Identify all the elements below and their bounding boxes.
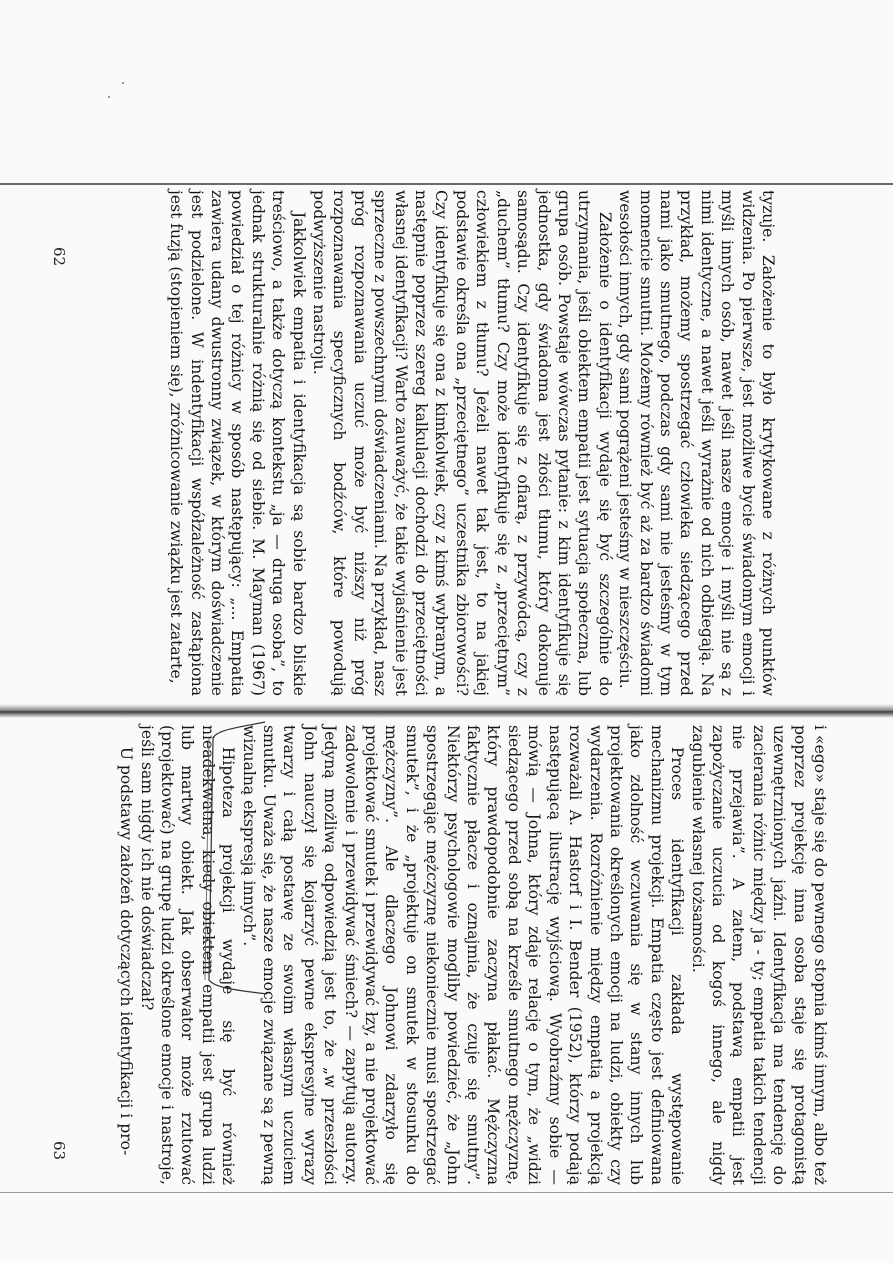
book-gutter-fold [0, 704, 893, 718]
page-63-paragraph-2: Proces identyfikacji zakłada występowanie mechanizmu projekcji. Empatia często jest definiowana jako zdolność wczuwania się w stany innych lub projektowania określonych emocji na ludzi, obiekty czy wydarzenia. Rozróżnienie między empatią a projekcją rozważali A. Hastorf i I. Bender (1952), którzy podają następującą ilustrację wyjściową. Wyobraźmy sobie — mówią — Johna, który zdaje relację o tym, że „widzi siedzącego przed sobą na krześle smutnego mężczyznę, który prawdopodobnie zaczyna płakać. Mężczyzna faktycznie płacze i oznajmia, że czuje się smutny”. Niektórzy psychologowie mogliby powiedzieć, że „John spostrzegając mężczyznę niekoniecznie musi spostrzegać smutek”, i że „projektuje on smutek w stosunku do mężczyzny”. Ale dlaczego Johnowi zdarzyło się projektować smutek i przewidywać łzy, a nie projektować zadowolenie i przewidywać śmiech? — zapytują autorzy. Jedyną możliwą odpowiedzią jest to, że „w przeszłości John nauczył się kojarzyć pewne ekspresyjne wyrazy twarzy i całą postawę ze swoim własnym uczuciem smutku. Uważa się, że nasze emocje związane są z pewną wizualną ekspresją innych”. [239, 725, 687, 1185]
page-62-paragraph-1: tyzuje. Założenie to było krytykowane z różnych punktów widzenia. Po pierwsze, jest możliwe bycie świadomym emocji i myśli innych osób, nawet jeśli nasze emocje i myśli nie są z nimi identyczne, a nawet jeśli wyrażnie od nich odbiegają. Na przykład, możemy spostrzegać człowieka siedzącego przed nami jako smutnego, podczas gdy sami nie jesteśmy w tym momencie smutni. Możemy również być aż za bardzo świadomi wesołości innych, gdy sami pogrążeni jesteśmy w nieszczęściu. [616, 190, 777, 696]
page-62-paragraph-3: Jakkolwiek empatia i identyfikacja są sobie bardzo bliskie treściowo, a także dotyczą kontekstu „ja — druga osoba”, to jednak strukturalnie różnią się od siebie. M. Mayman (1967) powiedział o tej różnicy w sposób następujący: „... Empatia zawiera udany dwustronny związek, w którym doświadczenie jest podzielone. W indentyfikacji współzależność zastąpiona jest fuzją (stopieniem się), zróżnicowanie związku jest zatarte, [167, 190, 308, 696]
pen-bracket-annotation [195, 718, 285, 998]
scan-speck [122, 82, 124, 84]
page-62-paragraph-2: Założenie o identyfikacji wydaje się być szczególnie do utrzymania, jeśli obiektem empatii jest sytuacja społeczna, lub grupa osób. Powstaje wówczas pytanie: z kim identyfikuje się jednostka, gdy świadoma jest złości tłumu, który dokonuje samosądu. Czy identyfikuje się z ofiarą, z przywódcą, czy z „duchem” tłumu? Czy może identyfikuje się z „przeciętnym” człowiekiem z tłumu? Jeżeli nawet tak jest, to na jakiej podstawie określa ona „przeciętnego” uczestnika zbiorowości? Czy identyfikuje się ona z kimkolwiek, czy z kimś wybranym, a następnie poprzez szereg kalkulacji dochodzi do przeciętności własnej identyfikacji? Warto zauważyć, że takie wyjaśnienie jest sprzeczne z powszechnymi doświadczeniami. Na przykład, nasz próg rozpoznawania uczuć może być niższy niż próg rozpoznawania specyficznych bodźców, które powodują podwyższenie nastroju. [310, 190, 614, 696]
page-63-paragraph-1: i «ego» staje się do pewnego stopnia kimś innym, albo też poprzez projekcję inna osoba staje się protagonistą uzewnętrznionych jaźni. Identyfikacja ma tendencję do zacierania różnic między ja - ty; empatia takich tendencji nie przejawia”. A zatem, podstawą empatii jest zapożyczanie uczucia od kogoś innego, ale nigdy zagubienie własnej tożsamości. [688, 725, 829, 1185]
scan-speck [108, 96, 110, 98]
page-63-number: 63 [50, 1141, 68, 1161]
page-63-paragraph-4: U podstawy założeń dotyczących identyfikacji i pro- [117, 746, 136, 1156]
page-63-paragraph-3: Hipoteza projekcji wydaje się być również nieadekwatna, kiedy obiektem empatii jest grupa ludzi lub martwy obiekt. Jak obserwator może rzutować (projektować) na grupę ludzi określone emocje i nastroje, jeśli sam nigdy ich nie doświadczał? [137, 725, 238, 1185]
page-62-number: 62 [50, 247, 68, 267]
page-62-text-column [166, 190, 778, 696]
page-edge-top [0, 183, 893, 185]
page-edge-bottom [0, 1192, 893, 1193]
